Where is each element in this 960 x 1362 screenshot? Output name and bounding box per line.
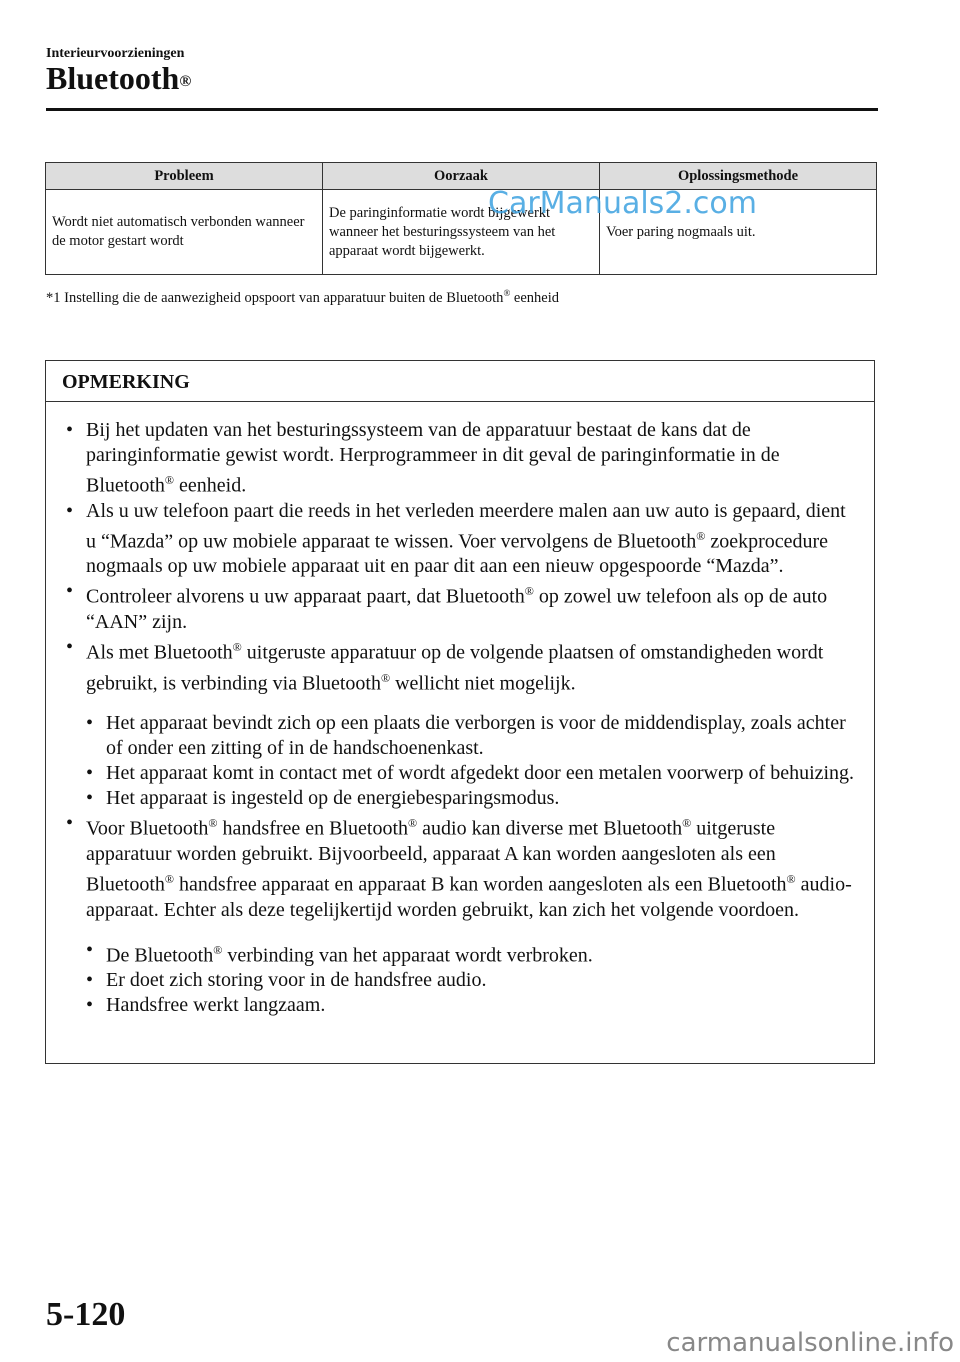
sub-list-item: • Het apparaat bevindt zich op een plaats die verborgen is voor de middendisplay, zoals achter of onder een zitting of in de handschoenenkast. (86, 712, 846, 760)
registered-mark: ® (179, 73, 192, 90)
sub-list-item: • Er doet zich storing voor in de handsfree audio. (86, 969, 487, 992)
list-item: • Voor Bluetooth® handsfree en Bluetooth® audio kan diverse met Bluetooth® uitgeruste apparatuur worden gebruikt. Bijvoorbeeld, apparaat A kan worden aangesloten als een Bluetooth® handsfree apparaat en apparaat B kan worden aangesloten als een Bluetooth® audio-apparaat. Echter als deze tegelijkertijd worden gebruikt, kan zich het volgende voordoen. (66, 812, 852, 921)
note-body (46, 402, 874, 1018)
header-solution: Oplossingsmethode (600, 163, 877, 190)
cell-cause: De paringinformatie wordt bijgewerkt wanneer het besturingssysteem van het apparaat wordt bijgewerkt. (323, 190, 600, 275)
page-title: Bluetooth® (46, 60, 192, 96)
sub-list-item: • Handsfree werkt langzaam. (86, 994, 326, 1017)
list-item: • Bij het updaten van het besturingssysteem van de apparatuur bestaat de kans dat de paringinformatie gewist wordt. Herprogrammeer in dit geval de paringinformatie in de Bluetooth® eenheid. (66, 419, 780, 497)
note-box (45, 360, 875, 1064)
list-item: • Als met Bluetooth® uitgeruste apparatuur op de volgende plaatsen of omstandigheden wordt gebruikt, is verbinding via Bluetooth® wellicht niet mogelijk. (66, 635, 824, 695)
sub-list-item: • Het apparaat komt in contact met of wordt afgedekt door een metalen voorwerp of behuizing. (86, 762, 855, 785)
footnote: *1 Instelling die de aanwezigheid opspoort van apparatuur buiten de Bluetooth® eenheid (46, 288, 559, 306)
sub-list-item: • Het apparaat is ingesteld op de energiebesparingsmodus. (86, 787, 560, 810)
watermark-logo: CarManuals2.com (488, 186, 758, 221)
cell-solution: Voer paring nogmaals uit. (600, 190, 877, 275)
section-heading: Interieurvoorzieningen (46, 46, 185, 61)
site-watermark: carmanualsonline.info (666, 1328, 954, 1358)
note-heading: OPMERKING (46, 361, 874, 402)
page-number: 5-120 (46, 1296, 126, 1333)
list-item: • Als u uw telefoon paart die reeds in het verleden meerdere malen aan uw auto is gepaard, dient u “Mazda” op uw mobiele apparaat te wissen. Voer vervolgens de Bluetooth® zoekprocedure nogmaals op uw mobiele apparaat uit en paar dit aan een nieuw opgespoorde “Mazda”. (66, 499, 846, 578)
header-problem: Probleem (46, 163, 323, 190)
list-item: • Controleer alvorens u uw apparaat paart, dat Bluetooth® op zowel uw telefoon als op de auto “AAN” zijn. (66, 580, 828, 633)
cell-problem: Wordt niet automatisch verbonden wanneer de motor gestart wordt (46, 190, 323, 275)
sub-list-item: • De Bluetooth® verbinding van het apparaat wordt verbroken. (86, 938, 593, 967)
header-cause: Oorzaak (323, 163, 600, 190)
title-rule (46, 108, 878, 111)
